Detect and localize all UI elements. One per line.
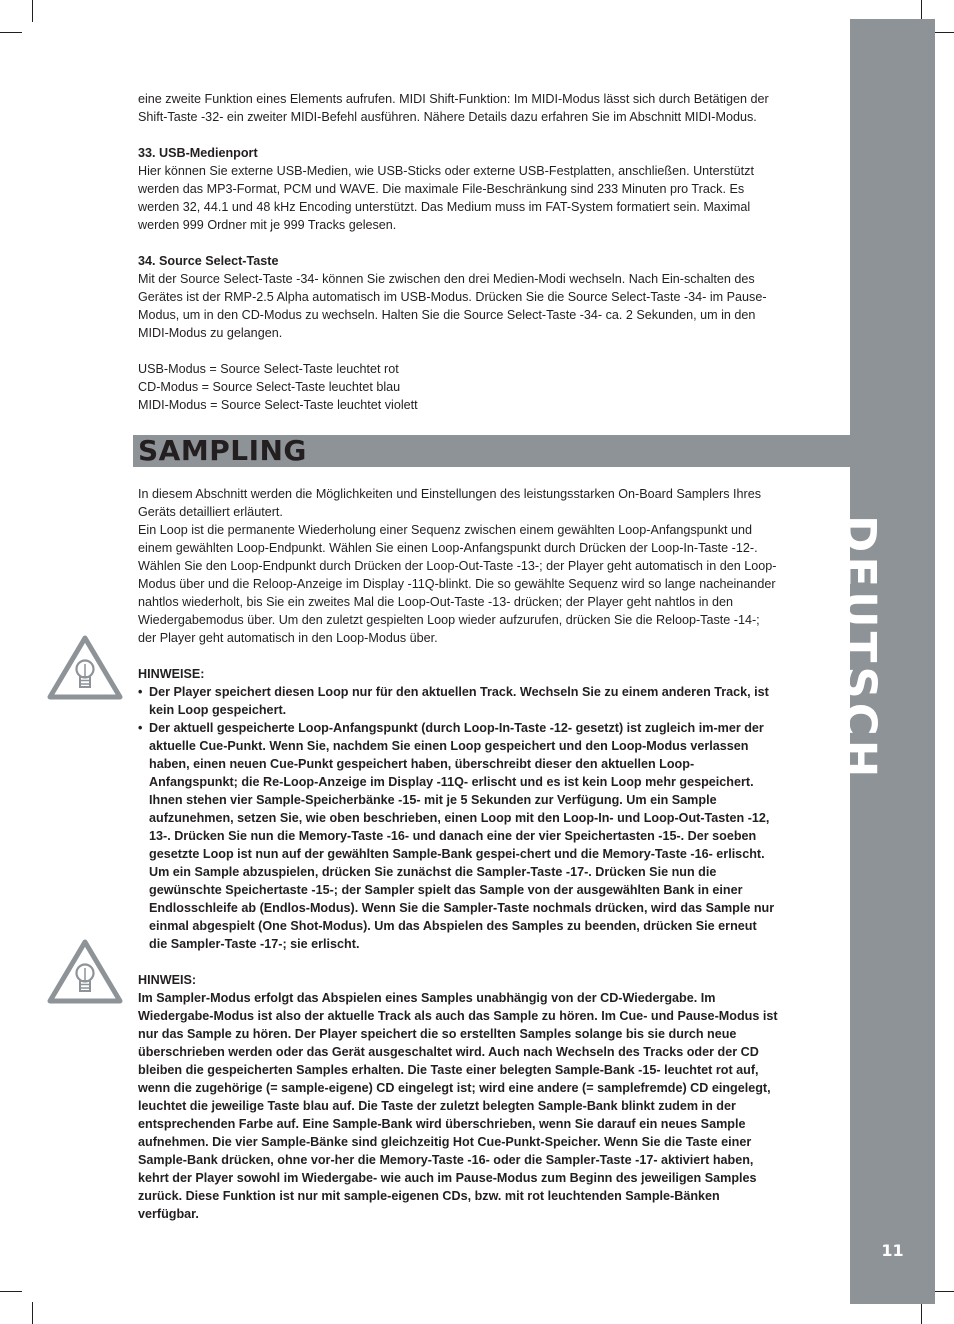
page-number: 11 <box>881 1241 904 1260</box>
notes-heading: HINWEISE: <box>138 667 205 681</box>
note-item: • Der Player speichert diesen Loop nur für den aktuellen Track. Wechseln Sie zu einem anderen Track, ist kein Loop gespeichert. <box>138 683 778 719</box>
top-text-block <box>138 90 778 414</box>
intro-paragraph: eine zweite Funktion eines Elements aufrufen. MIDI Shift-Funktion: Im MIDI-Modus lässt sich durch Betätigen der Shift-Taste -32- ein zweiter MIDI-Befehl ausführen. Nähere Details dazu erfahren Sie im Abschnitt MIDI-Modus. <box>138 92 769 124</box>
language-label-text: DEUTSCH <box>833 515 886 782</box>
crop-mark <box>921 1302 922 1324</box>
note-paragraph: Im Sampler-Modus erfolgt das Abspielen eines Samples unabhängig von der CD-Wiedergabe. Im Wiedergabe-Modus ist also der aktuelle Track als auch das Sample zu hören. Im Cue- und Pause-Modus ist nur das Sample zu hören. Der Player speichert die so erstellten Samples solange bis sie durch neue überschrieben werden oder das Gerät ausgeschaltet wird. Auch nach Wechseln des Tracks oder der CD bleiben die gespeicherten Samples erhalten. Die Taste einer belegten Sample-Bank -15- leuchtet rot auf, wenn die zugehörige (= sample-eigene) CD eingelegt ist; wird eine andere (= samplefremde) CD eingelegt, leuchtet die jeweilige Taste blau auf. Die Taste der zuletzt belegten Sample-Bank blinkt zudem in der entsprechenden Farbe auf. Eine Sample-Bank wird überschrieben, wenn Sie darauf ein neues Sample aufnehmen. Die vier Sample-Bänke sind gleichzeitig Hot Cue-Punkt-Speicher. Wenn Sie die Taste einer Sample-Bank drücken, ohne vor-her die Memory-Taste -16- oder die Sampler-Taste -17- aktiviert haben, kehrt der Player sowohl im Wiedergabe- wie auch im Pause-Modus zum Beginn des jeweiligen Samples zurück. Diese Funktion ist nur mit sample-eigenen CDs, bzw. mit rot leuchtenden Sample-Bänken verfügbar. <box>138 991 778 1221</box>
sampling-intro: In diesem Abschnitt werden die Möglichkeiten und Einstellungen des leistungsstarken On-Board Samplers Ihres Geräts detailliert erläutert. <box>138 487 762 519</box>
source-mode-midi: MIDI-Modus = Source Select-Taste leuchtet violett <box>138 398 418 412</box>
source-mode-cd: CD-Modus = Source Select-Taste leuchtet blau <box>138 380 401 394</box>
note-item: • Der aktuell gespeicherte Loop-Anfangspunkt (durch Loop-In-Taste -12- gesetzt) ist zugleich im-mer der aktuelle Cue-Punkt. Wenn Sie, nachdem Sie einen Loop gespeichert und den Loop-Modus verlassen haben, einen neuen Cue-Punkt gespeichert haben, überschreibt dieser den aktuellen Loop-Anfangspunkt; die Re-Loop-Anzeige im Display -11Q- erlischt und es ist kein Loop mehr gespeichert. Ihnen stehen vier Sample-Speicherbänke -15- mit je 5 Sekunden zur Verfügung. Um ein Sample aufzunehmen, setzen Sie, wie oben beschrieben, einen Loop mit den Loop-In- und Loop-Out-Tasten -12, 13-. Drücken Sie nun die Memory-Taste -16- und danach eine der vier Speichertasten -15-. Der soeben gesetzte Loop ist nun auf der gewählten Sample-Bank gespei-chert und die Memory-Taste -16- erlischt. Um ein Sample abzuspielen, drücken Sie zunächst die Sampler-Taste -17-. Drücken Sie nun die gewünschte Speichertaste -15-; der Sampler spielt das Sample von der ausgewählten Bank in einer Endlosschleife ab (Endlos-Modus). Wenn Sie die Sampler-Taste nochmals drücken, wird das Sample nur einmal abgespielt (One Shot-Modus). Um das Abspielen des Samples zu beenden, drücken Sie erneut die Sampler-Taste -17-; sie erlischt. <box>138 719 778 953</box>
usb-heading: 33. USB-Medienport <box>138 146 258 160</box>
hint-lightbulb-icon <box>46 634 124 700</box>
loop-paragraph: Ein Loop ist die permanente Wiederholung einer Sequenz zwischen einem gewählten Loop-Anfangspunkt und einem gewählten Loop-Endpunkt. Wählen Sie einen Loop-Anfangspunkt durch Drücken der Loop-In-Taste -12-. Wählen Sie den Loop-Endpunkt durch Drücken der Loop-Out-Taste -13-; der Player geht automatisch in den Loop-Modus über und die Reloop-Anzeige im Display -11Q-blinkt. Die so gewählte Sequenz wird so lange nacheinander nahtlos wiederholt, bis Sie ein zweites Mal die Loop-Out-Taste -13- drücken; der Player geht nahtlos in den Wiedergabemodus über. Um den zuletzt gespielten Loop wieder aufzurufen, drücken Sie die Reloop-Taste -14-; der Player geht automatisch in den Loop-Modus über. <box>138 523 777 645</box>
note-heading: HINWEIS: <box>138 973 197 987</box>
crop-mark <box>932 1291 954 1292</box>
section-title: SAMPLING <box>138 434 307 467</box>
sampling-text-block <box>138 485 778 1223</box>
source-mode-usb: USB-Modus = Source Select-Taste leuchtet rot <box>138 362 399 376</box>
source-paragraph: Mit der Source Select-Taste -34- können Sie zwischen den drei Medien-Modi wechseln. Nach Ein-schalten des Gerätes ist der RMP-2.5 Alpha automatisch im USB-Modus. Drücken Sie die Source Select-Taste -34- im Pause-Modus, um in den CD-Modus zu wechseln. Halten Sie die Source Select-Taste -34- ca. 2 Sekunden, um in den MIDI-Modus zu gelangen. <box>138 272 767 340</box>
crop-mark <box>32 1302 33 1324</box>
crop-mark <box>932 32 954 33</box>
source-heading: 34. Source Select-Taste <box>138 254 279 268</box>
crop-mark <box>0 32 22 33</box>
notes-list <box>138 683 778 953</box>
hint-lightbulb-icon <box>46 938 124 1004</box>
crop-mark <box>0 1291 22 1292</box>
usb-paragraph: Hier können Sie externe USB-Medien, wie USB-Sticks oder externe USB-Festplatten, anschließen. Unterstützt werden das MP3-Format, PCM und WAVE. Die maximale File-Beschränkung sind 233 Minuten pro Track. Es werden 32, 44.1 und 48 kHz Encoding unterstützt. Das Medium muss im FAT-System formatiert sein. Maximal werden 999 Ordner mit je 999 Tracks gelesen. <box>138 164 754 232</box>
crop-mark <box>32 0 33 22</box>
